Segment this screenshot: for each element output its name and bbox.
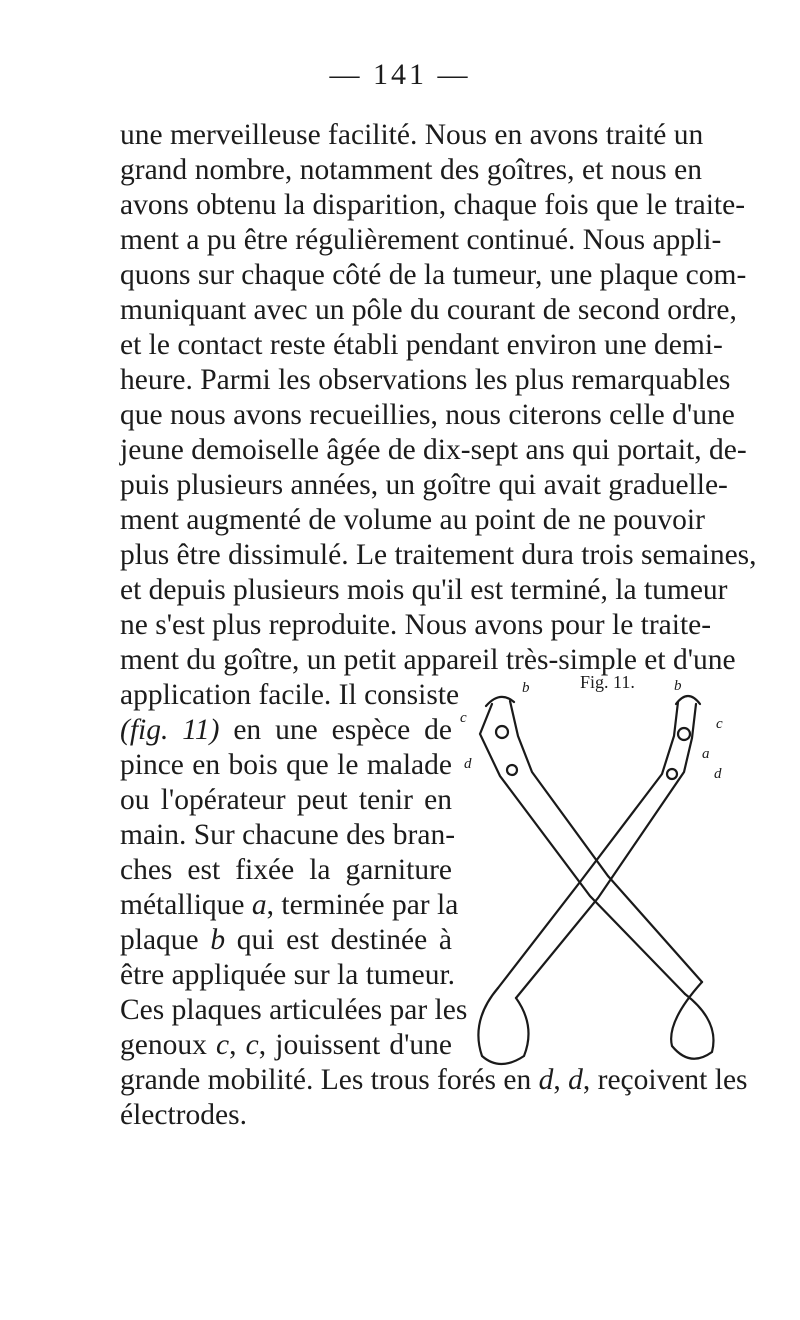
- text-line: ou l'opérateur peut tenir en: [120, 784, 452, 816]
- figure-letter-a: a: [702, 746, 710, 762]
- text-line: main. Sur chacune des bran-: [120, 819, 456, 851]
- letter-ref: c: [216, 1029, 230, 1061]
- text-line: muniquant avec un pôle du courant de second ordre,: [120, 294, 737, 326]
- figure-letter-c: c: [716, 716, 723, 732]
- text-line: jeune demoiselle âgée de dix-sept ans qui portait, de-: [120, 434, 747, 466]
- text-line: ches est fixée la garniture: [120, 854, 452, 886]
- text-fragment: , jouissent d'une: [258, 1029, 453, 1061]
- letter-ref: c: [245, 1029, 259, 1061]
- text-line: être appliquée sur la tumeur.: [120, 959, 456, 991]
- letter-ref: d: [538, 1064, 554, 1096]
- text-line: ment du goître, un petit appareil très-simple et d'une: [120, 644, 736, 676]
- text-fragment: , terminée par la: [266, 889, 459, 921]
- figure-letter-d: d: [714, 766, 722, 782]
- text-line: grand nombre, notamment des goîtres, et nous en: [120, 154, 702, 186]
- figure-letter-d: d: [464, 756, 472, 772]
- figure-reference: (fig. 11): [120, 714, 220, 746]
- text-fragment: en une espèce de: [219, 714, 452, 746]
- text-line: [120, 923, 452, 957]
- figure-caption: Fig. 11.: [580, 672, 635, 692]
- text-line: [120, 713, 452, 747]
- text-line: heure. Parmi les observations les plus remarquables: [120, 364, 731, 396]
- text-line: ment a pu être régulièrement continué. Nous appli-: [120, 224, 722, 256]
- figure-letter-c: c: [460, 710, 467, 726]
- text-line: puis plusieurs années, un goître qui avait graduelle-: [120, 469, 728, 501]
- text-fragment: grande mobilité. Les trous forés en: [120, 1064, 539, 1096]
- text-fragment: métallique: [120, 889, 252, 921]
- text-line: une merveilleuse facilité. Nous en avons traité un: [120, 119, 704, 151]
- text-line: et le contact reste établi pendant environ une demi-: [120, 329, 723, 361]
- letter-ref: a: [251, 889, 267, 921]
- text-line: Ces plaques articulées par les: [120, 994, 468, 1026]
- text-line: plus être dissimulé. Le traitement dura trois semaines,: [120, 539, 757, 571]
- figure-letter-b: b: [674, 678, 682, 694]
- text-line: ne s'est plus reproduite. Nous avons pour le traite-: [120, 609, 712, 641]
- text-fragment: qui est destinée à: [225, 924, 452, 956]
- text-line: pince en bois que le malade: [120, 749, 452, 781]
- text-line: application facile. Il consiste: [120, 679, 460, 711]
- text-line: électrodes.: [120, 1099, 247, 1131]
- text-line: et depuis plusieurs mois qu'il est terminé, la tumeur: [120, 574, 728, 606]
- text-line: ment augmenté de volume au point de ne pouvoir: [120, 504, 705, 536]
- text-fragment: plaque: [120, 924, 211, 956]
- text-line: [120, 1028, 452, 1062]
- text-fragment: , reçoivent les: [582, 1064, 748, 1096]
- text-line: quons sur chaque côté de la tumeur, une plaque com-: [120, 259, 747, 291]
- text-line: que nous avons recueillies, nous citerons celle d'une: [120, 399, 735, 431]
- text-fragment: ,: [229, 1029, 246, 1061]
- figure-letter-b: b: [522, 680, 530, 696]
- page-number: — 141 —: [329, 58, 471, 91]
- text-line: avons obtenu la disparition, chaque fois que le traite-: [120, 189, 746, 221]
- text-fragment: genoux: [120, 1029, 217, 1061]
- letter-ref: b: [210, 924, 226, 956]
- letter-ref: d: [568, 1064, 583, 1096]
- pincer-figure: [440, 676, 730, 1076]
- text-line: [120, 888, 459, 922]
- text-fragment: ,: [553, 1064, 569, 1096]
